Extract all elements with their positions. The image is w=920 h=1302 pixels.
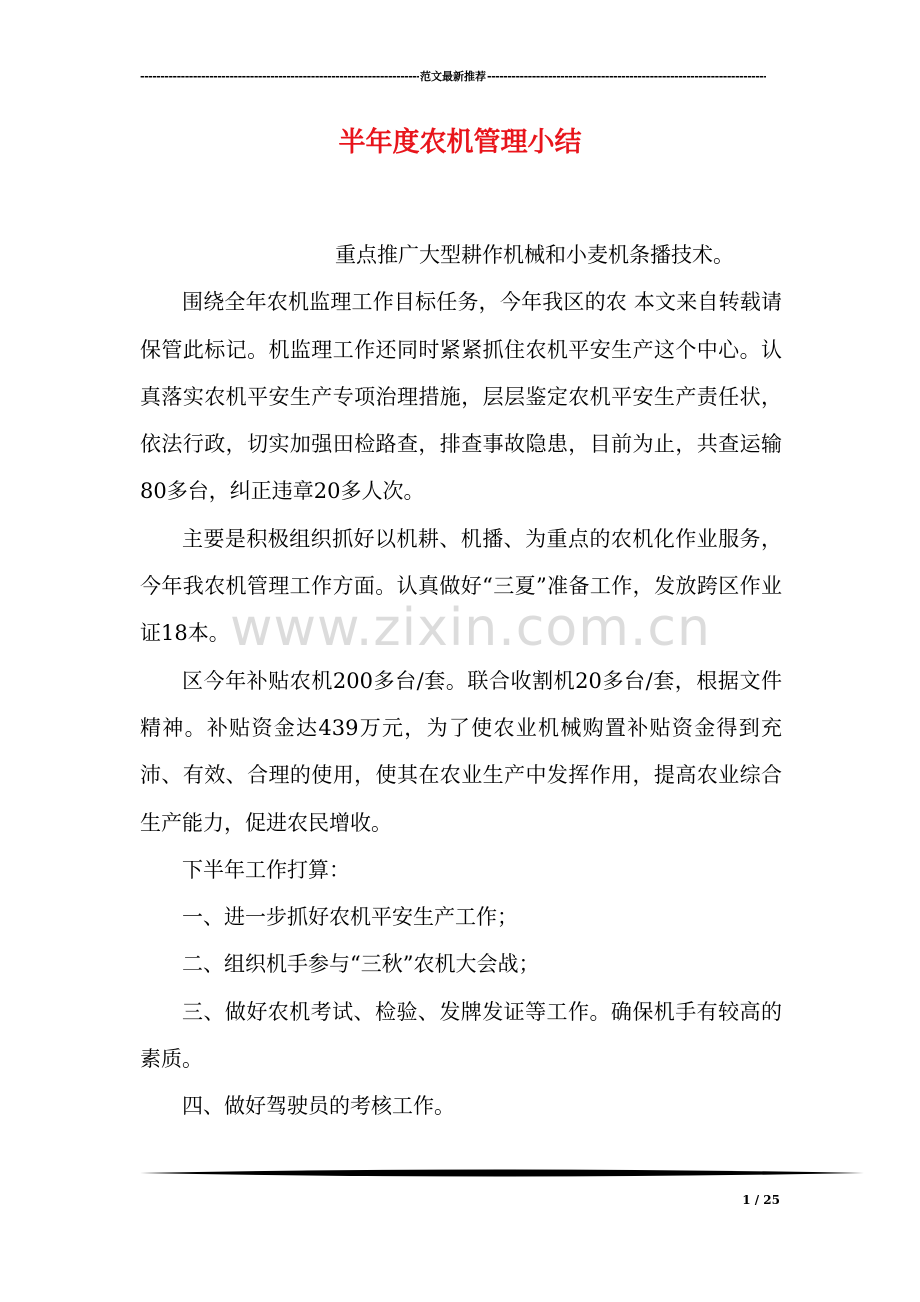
header-label: 范文最新推荐 [420, 70, 486, 83]
paragraph: 主要是积极组织抓好以机耕、机播、为重点的农机化作业服务，今年我农机管理工作方面。认真做好“三夏”准备工作，发放跨区作业证18本。 [140, 526, 782, 646]
list-item: 二、组织机手参与“三秋”农机大会战； [182, 952, 540, 977]
page-number: 1 / 25 [742, 1193, 780, 1207]
paragraph-lead: 重点推广大型耕作机械和小麦机条播技术。 [335, 243, 734, 267]
paragraph: 下半年工作打算： [182, 857, 350, 882]
document-body [140, 232, 782, 1131]
footer-divider [140, 1166, 864, 1180]
header-dash-left [140, 70, 419, 83]
page-header [140, 68, 766, 84]
paragraph: 区今年补贴农机200多台/套。联合收割机20多台/套，根据文件精神。补贴资金达439万元，为了使农业机械购置补贴资金得到充沛、有效、合理的使用，使其在农业生产中发挥作用，提高农业综合生产能力，促进农民增收。 [140, 668, 782, 835]
document-title: 半年度农机管理小结 [338, 127, 582, 158]
watermark: www.zixin.com.cn [230, 598, 711, 658]
paragraph: 围绕全年农机监理工作目标任务，今年我区的农 本文来自转载请保管此标记。机监理工作还同时紧紧抓住农机平安生产这个中心。认真落实农机平安生产专项治理措施，层层鉴定农机平安生产责任状，依法行政，切实加强田检路查，排查事故隐患，目前为止，共查运输80多台，纠正违章20多人次。 [140, 290, 782, 504]
header-dash-right [487, 70, 766, 83]
list-item: 一、进一步抓好农机平安生产工作； [182, 905, 518, 930]
list-item: 四、做好驾驶员的考核工作。 [182, 1094, 455, 1119]
list-item: 三、做好农机考试、检验、发牌发证等工作。确保机手有较高的素质。 [140, 999, 782, 1072]
